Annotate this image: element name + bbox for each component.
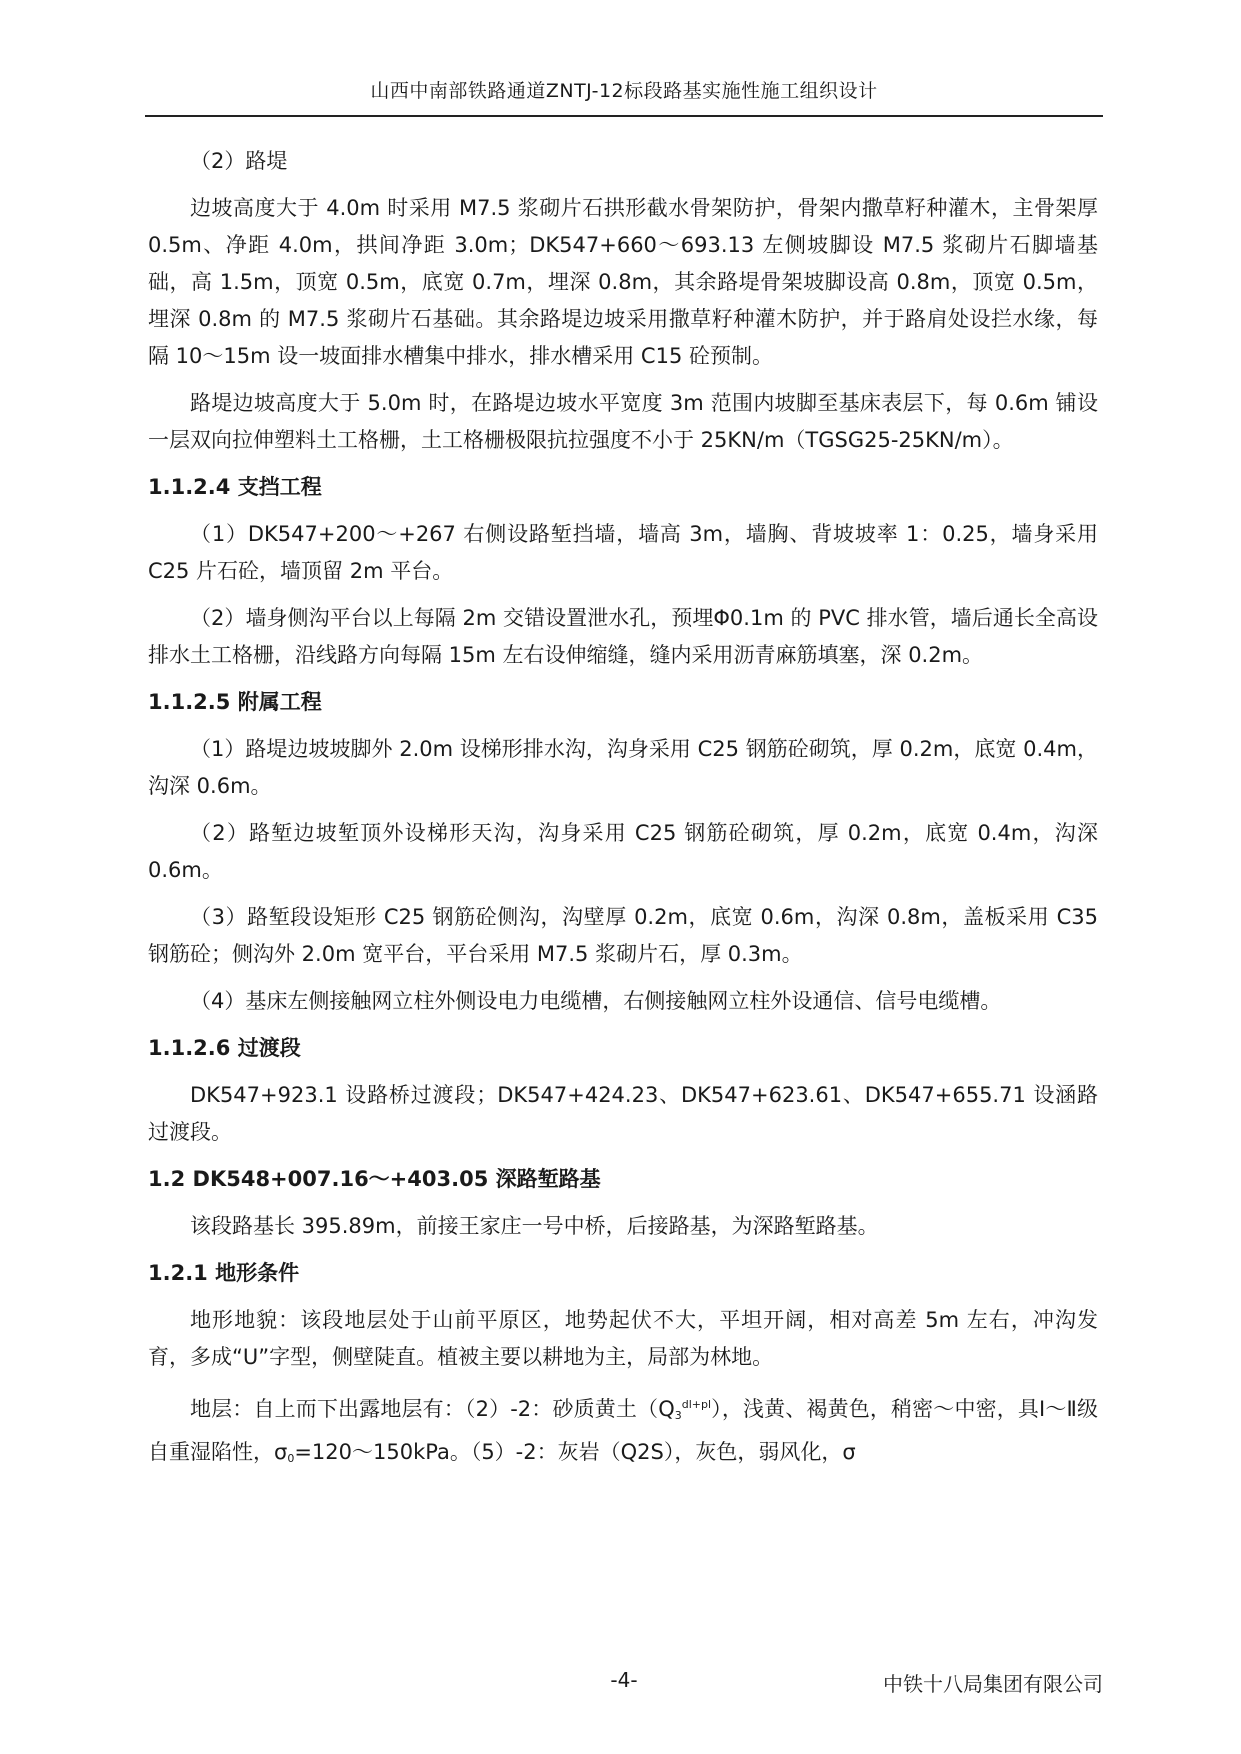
paragraph: （2）墙身侧沟平台以上每隔 2m 交错设置泄水孔，预埋Φ0.1m 的 PVC 排水管，墙后通长全高设排水土工格栅，沿线路方向每隔 15m 左右设伸缩缝，缝内采用沥青麻筋填塞，深 0.2m。 (148, 606, 1098, 667)
header-divider (145, 115, 1103, 117)
paragraph-strata (148, 1386, 1098, 1477)
paragraph: 边坡高度大于 4.0m 时采用 M7.5 浆砌片石拱形截水骨架防护，骨架内撒草籽种灌木，主骨架厚 0.5m、净距 4.0m，拱间净距 3.0m；DK547+660～693.13 左侧坡脚设 M7.5 浆砌片石脚墙基础，高 1.5m，顶宽 0.5m，底宽 0.7m，埋深 0.8m，其余路堤骨架坡脚设高 0.8m，顶宽 0.5m，埋深 0.8m 的 M7.5 浆砌片石基础。其余路堤边坡采用撒草籽种灌木防护，并于路肩处设拦水缘，每隔 10～15m 设一坡面排水槽集中排水，排水槽采用 C15 砼预制。 (148, 196, 1098, 368)
paragraph: 路堤边坡高度大于 5.0m 时，在路堤边坡水平宽度 3m 范围内坡脚至基床表层下，每 0.6m 铺设一层双向拉伸塑料土工格栅，土工格栅极限抗拉强度不小于 25KN/m（TGSG25-25KN/m）。 (148, 391, 1098, 452)
section-heading: 1.2 DK548+007.16～+403.05 深路堑路基 (148, 1167, 601, 1191)
document-body (148, 143, 1098, 1487)
text-run: 地层：自上而下出露地层有：（2）-2：砂质黄土（Q (190, 1397, 675, 1421)
paragraph: 该段路基长 395.89m，前接王家庄一号中桥，后接路基，为深路堑路基。 (190, 1214, 879, 1238)
paragraph: （3）路堑段设矩形 C25 钢筋砼侧沟，沟壁厚 0.2m，底宽 0.6m，沟深 0.8m，盖板采用 C35 钢筋砼；侧沟外 2.0m 宽平台，平台采用 M7.5 浆砌片石，厚 0.3m。 (148, 905, 1098, 966)
subscript: 0 (287, 1452, 295, 1465)
paragraph: 地形地貌：该段地层处于山前平原区，地势起伏不大，平坦开阔，相对高差 5m 左右，冲沟发育，多成“U”字型，侧壁陡直。植被主要以耕地为主，局部为林地。 (148, 1308, 1098, 1369)
text-run: =120～150kPa。（5）-2：灰岩（Q2S），灰色，弱风化，σ (294, 1440, 856, 1464)
section-heading: 1.2.1 地形条件 (148, 1261, 300, 1285)
section-heading: 1.1.2.4 支挡工程 (148, 475, 322, 499)
section-heading: 1.1.2.6 过渡段 (148, 1036, 301, 1060)
page-footer (145, 1668, 1103, 1698)
company-name: 中铁十八局集团有限公司 (883, 1672, 1103, 1696)
paragraph: （1）路堤边坡坡脚外 2.0m 设梯形排水沟，沟身采用 C25 钢筋砼砌筑，厚 0.2m，底宽 0.4m，沟深 0.6m。 (148, 737, 1098, 798)
text-run: ），浅黄、褐黄色，稍密～中密，具Ⅰ～Ⅱ级自重湿陷性，σ (148, 1397, 1099, 1464)
subscript: 3 (674, 1409, 682, 1422)
paragraph: （1）DK547+200～+267 右侧设路堑挡墙，墙高 3m，墙胸、背坡坡率 1：0.25，墙身采用 C25 片石砼，墙顶留 2m 平台。 (148, 522, 1098, 583)
superscript: dl+pl (681, 1398, 712, 1411)
paragraph: DK547+923.1 设路桥过渡段；DK547+424.23、DK547+623.61、DK547+655.71 设涵路过渡段。 (148, 1083, 1098, 1144)
page-number: -4- (610, 1668, 638, 1692)
paragraph: （4）基床左侧接触网立柱外侧设电力电缆槽，右侧接触网立柱外设通信、信号电缆槽。 (190, 989, 1002, 1013)
paragraph: （2）路堑边坡堑顶外设梯形天沟，沟身采用 C25 钢筋砼砌筑，厚 0.2m，底宽 0.4m，沟深 0.6m。 (148, 821, 1098, 882)
section-heading: 1.1.2.5 附属工程 (148, 690, 322, 714)
page-header-title: 山西中南部铁路通道ZNTJ-12标段路基实施性施工组织设计 (370, 80, 878, 102)
paragraph: （2）路堤 (190, 149, 288, 173)
